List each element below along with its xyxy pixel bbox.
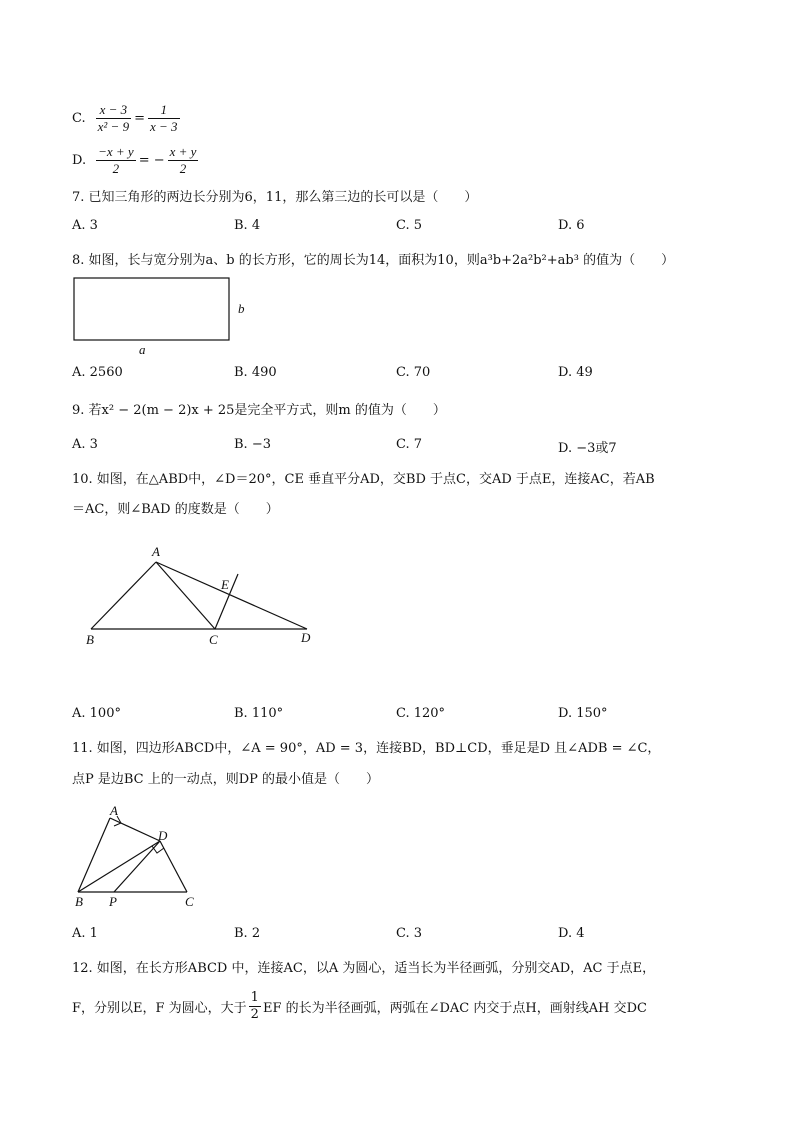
fraction-numerator: x + y bbox=[169, 143, 197, 159]
q11-option-c[interactable]: C. 3 bbox=[396, 926, 423, 941]
fraction-denominator: 2 bbox=[179, 160, 187, 176]
label-b: b bbox=[238, 301, 245, 316]
q11-option-b[interactable]: B. 2 bbox=[234, 926, 261, 941]
label-C: C bbox=[209, 632, 218, 647]
q8-option-a[interactable]: A. 2560 bbox=[72, 365, 123, 380]
line-2-suffix: EF 的长为半径画弧，两弧在∠DAC 内交于点H，画射线AH 交DC bbox=[262, 1000, 647, 1016]
segment-dp bbox=[114, 841, 160, 892]
fraction-denominator: 2 bbox=[250, 1006, 259, 1022]
question-9-text: 9. 若x² − 2(m − 2)x + 25是完全平方式，则m 的值为（ ） bbox=[72, 403, 446, 418]
fraction-denominator: x² − 9 bbox=[97, 118, 130, 134]
segment-dc bbox=[160, 841, 187, 892]
fraction-denominator: x − 3 bbox=[149, 118, 178, 134]
label-B: B bbox=[86, 632, 94, 647]
label-a: a bbox=[139, 342, 146, 357]
question-7-text: 7. 已知三角形的两边长分别为6，11，那么第三边的长可以是（ ） bbox=[72, 190, 478, 205]
option-label: D. bbox=[72, 152, 87, 168]
label-P: P bbox=[109, 894, 117, 909]
fraction-numerator: 1 bbox=[148, 102, 180, 119]
question-11-line-1: 11. 如图，四边形ABCD中，∠A = 90°，AD = 3，连接BD，BD⊥CD，垂足是D 且∠ADB = ∠C， bbox=[72, 741, 661, 756]
q9-option-c[interactable]: C. 7 bbox=[396, 437, 423, 452]
segment-ac bbox=[156, 562, 215, 629]
label-E: E bbox=[221, 577, 229, 592]
rectangle-shape bbox=[74, 278, 229, 340]
q8-option-b[interactable]: B. 490 bbox=[234, 365, 277, 380]
q8-option-d[interactable]: D. 49 bbox=[558, 365, 593, 380]
prev-option-c bbox=[72, 98, 180, 138]
question-8-text: 8. 如图，长与宽分别为a、b 的长方形，它的周长为14，面积为10，则a³b+2a²b²+ab³ 的值为（ ） bbox=[72, 253, 675, 268]
fraction-lhs bbox=[96, 144, 136, 177]
segment-bd bbox=[78, 841, 160, 892]
question-10-line-1: 10. 如图，在△ABD中，∠D＝20°，CE 垂直平分AD，交BD 于点C，交AD 于点E，连接AC，若AB bbox=[72, 472, 655, 487]
fraction-numerator: 1 bbox=[250, 989, 259, 1005]
fraction-lhs bbox=[96, 102, 131, 135]
q9-option-d[interactable]: D. −3或7 bbox=[558, 441, 617, 456]
equals-minus: = − bbox=[138, 152, 165, 168]
triangle-abd-figure bbox=[80, 540, 330, 655]
option-label: C. bbox=[72, 110, 86, 126]
segment-ab bbox=[91, 562, 156, 629]
fraction-numerator: x − 3 bbox=[96, 102, 131, 119]
fraction-denominator: 2 bbox=[112, 160, 120, 176]
q10-option-c[interactable]: C. 120° bbox=[396, 706, 446, 721]
label-D: D bbox=[158, 828, 168, 843]
q9-option-a[interactable]: A. 3 bbox=[72, 437, 98, 452]
label-B: B bbox=[75, 894, 83, 909]
q8-option-c[interactable]: C. 70 bbox=[396, 365, 431, 380]
q10-option-d[interactable]: D. 150° bbox=[558, 706, 608, 721]
q7-option-d[interactable]: D. 6 bbox=[558, 218, 585, 233]
q11-option-a[interactable]: A. 1 bbox=[72, 926, 98, 941]
segment-ad bbox=[110, 818, 160, 841]
prev-option-d bbox=[72, 140, 198, 180]
line-2-prefix: F，分别以E，F 为圆心，大于 bbox=[72, 1000, 247, 1016]
segment-ba bbox=[78, 818, 110, 892]
question-10-line-2: ＝AC，则∠BAD 的度数是（ ） bbox=[72, 502, 279, 517]
q7-option-a[interactable]: A. 3 bbox=[72, 218, 98, 233]
question-12-line-2 bbox=[72, 988, 647, 1024]
rectangle-figure bbox=[70, 274, 260, 360]
segment-ad bbox=[156, 562, 307, 629]
q11-option-d[interactable]: D. 4 bbox=[558, 926, 585, 941]
fraction-one-half bbox=[249, 990, 261, 1023]
label-D: D bbox=[301, 630, 311, 645]
q7-option-c[interactable]: C. 5 bbox=[396, 218, 423, 233]
q10-option-b[interactable]: B. 110° bbox=[234, 706, 284, 721]
fraction-numerator: −x + y bbox=[98, 143, 134, 159]
q10-option-a[interactable]: A. 100° bbox=[72, 706, 121, 721]
label-A: A bbox=[110, 803, 118, 818]
quadrilateral-abcd-figure bbox=[72, 800, 212, 912]
q7-option-b[interactable]: B. 4 bbox=[234, 218, 261, 233]
question-12-line-1: 12. 如图，在长方形ABCD 中，连接AC，以A 为圆心，适当长为半径画弧，分别交AD，AC 于点E， bbox=[72, 961, 656, 976]
label-A: A bbox=[152, 544, 160, 559]
fraction-rhs bbox=[168, 144, 199, 177]
question-11-line-2: 点P 是边BC 上的一动点，则DP 的最小值是（ ） bbox=[72, 772, 380, 787]
label-C: C bbox=[185, 894, 194, 909]
q9-option-b[interactable]: B. −3 bbox=[234, 437, 271, 452]
fraction-rhs bbox=[148, 102, 180, 135]
equals-sign: = bbox=[134, 110, 145, 126]
